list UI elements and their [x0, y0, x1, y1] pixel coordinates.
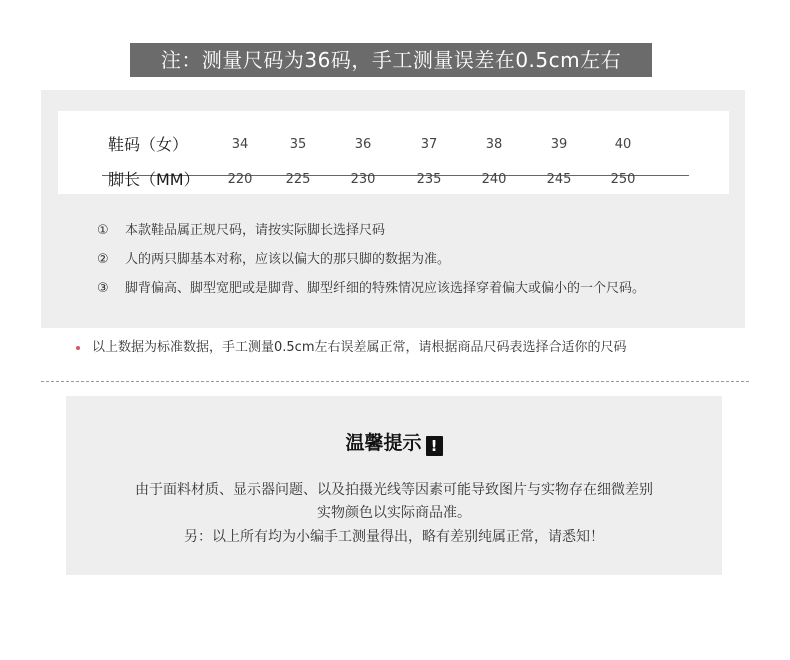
sizing-note	[97, 251, 737, 269]
shoe-size-cell: 34	[231, 137, 249, 152]
note-number: ②	[97, 252, 109, 267]
warm-tips-panel	[66, 396, 722, 575]
foot-length-cell: 240	[481, 172, 507, 187]
note-number: ③	[97, 281, 109, 296]
shoe-size-cell: 37	[420, 137, 438, 152]
tips-line: 实物颜色以实际商品准。	[317, 505, 471, 521]
shoe-size-label: 鞋码（女）	[108, 135, 189, 154]
foot-length-cell: 235	[416, 172, 442, 187]
measurement-note-banner	[130, 43, 652, 77]
shoe-size-cell: 35	[289, 137, 307, 152]
foot-length-cell: 245	[546, 172, 572, 187]
sizing-note	[97, 222, 737, 240]
exclamation-icon: !	[426, 436, 443, 456]
shoe-size-row	[58, 130, 729, 160]
note-text: 脚背偏高、脚型宽肥或是脚背、脚型纤细的特殊情况应该选择穿着偏大或偏小的一个尺码。	[125, 281, 646, 296]
foot-length-cell: 230	[350, 172, 376, 187]
banner-text: 注：测量尺码为36码，手工测量误差在0.5cm左右	[160, 48, 622, 72]
bullet-dot-icon	[76, 346, 80, 350]
note-text: 本款鞋品属正规尺码，请按实际脚长选择尺码	[125, 223, 386, 238]
note-number: ①	[97, 223, 109, 238]
foot-length-cell: 225	[285, 172, 311, 187]
foot-length-cell: 220	[227, 172, 253, 187]
note-text: 人的两只脚基本对称，应该以偏大的那只脚的数据为准。	[125, 252, 451, 267]
sizing-note	[97, 280, 737, 298]
tips-line: 另：以上所有均为小编手工测量得出，略有差别纯属正常，请悉知！	[184, 529, 604, 545]
standard-data-remark	[76, 339, 627, 357]
foot-length-cell: 250	[610, 172, 636, 187]
shoe-size-cell: 39	[550, 137, 568, 152]
shoe-size-cell: 38	[485, 137, 503, 152]
remark-text: 以上数据为标准数据，手工测量0.5cm左右误差属正常，请根据商品尺码表选择合适你的尺码	[92, 340, 627, 355]
shoe-size-cell: 40	[614, 137, 632, 152]
tips-line: 由于面料材质、显示器问题、以及拍摄光线等因素可能导致图片与实物存在细微差别	[135, 482, 653, 498]
tips-title-text: 温馨提示	[345, 432, 422, 454]
shoe-size-cell: 36	[354, 137, 372, 152]
size-table	[58, 111, 729, 194]
sizing-notes-list	[97, 222, 737, 309]
dashed-divider	[41, 381, 749, 382]
foot-length-row	[58, 165, 729, 195]
size-info-panel	[41, 90, 745, 328]
foot-length-label: 脚长（MM）	[108, 170, 200, 189]
tips-title	[66, 430, 722, 456]
